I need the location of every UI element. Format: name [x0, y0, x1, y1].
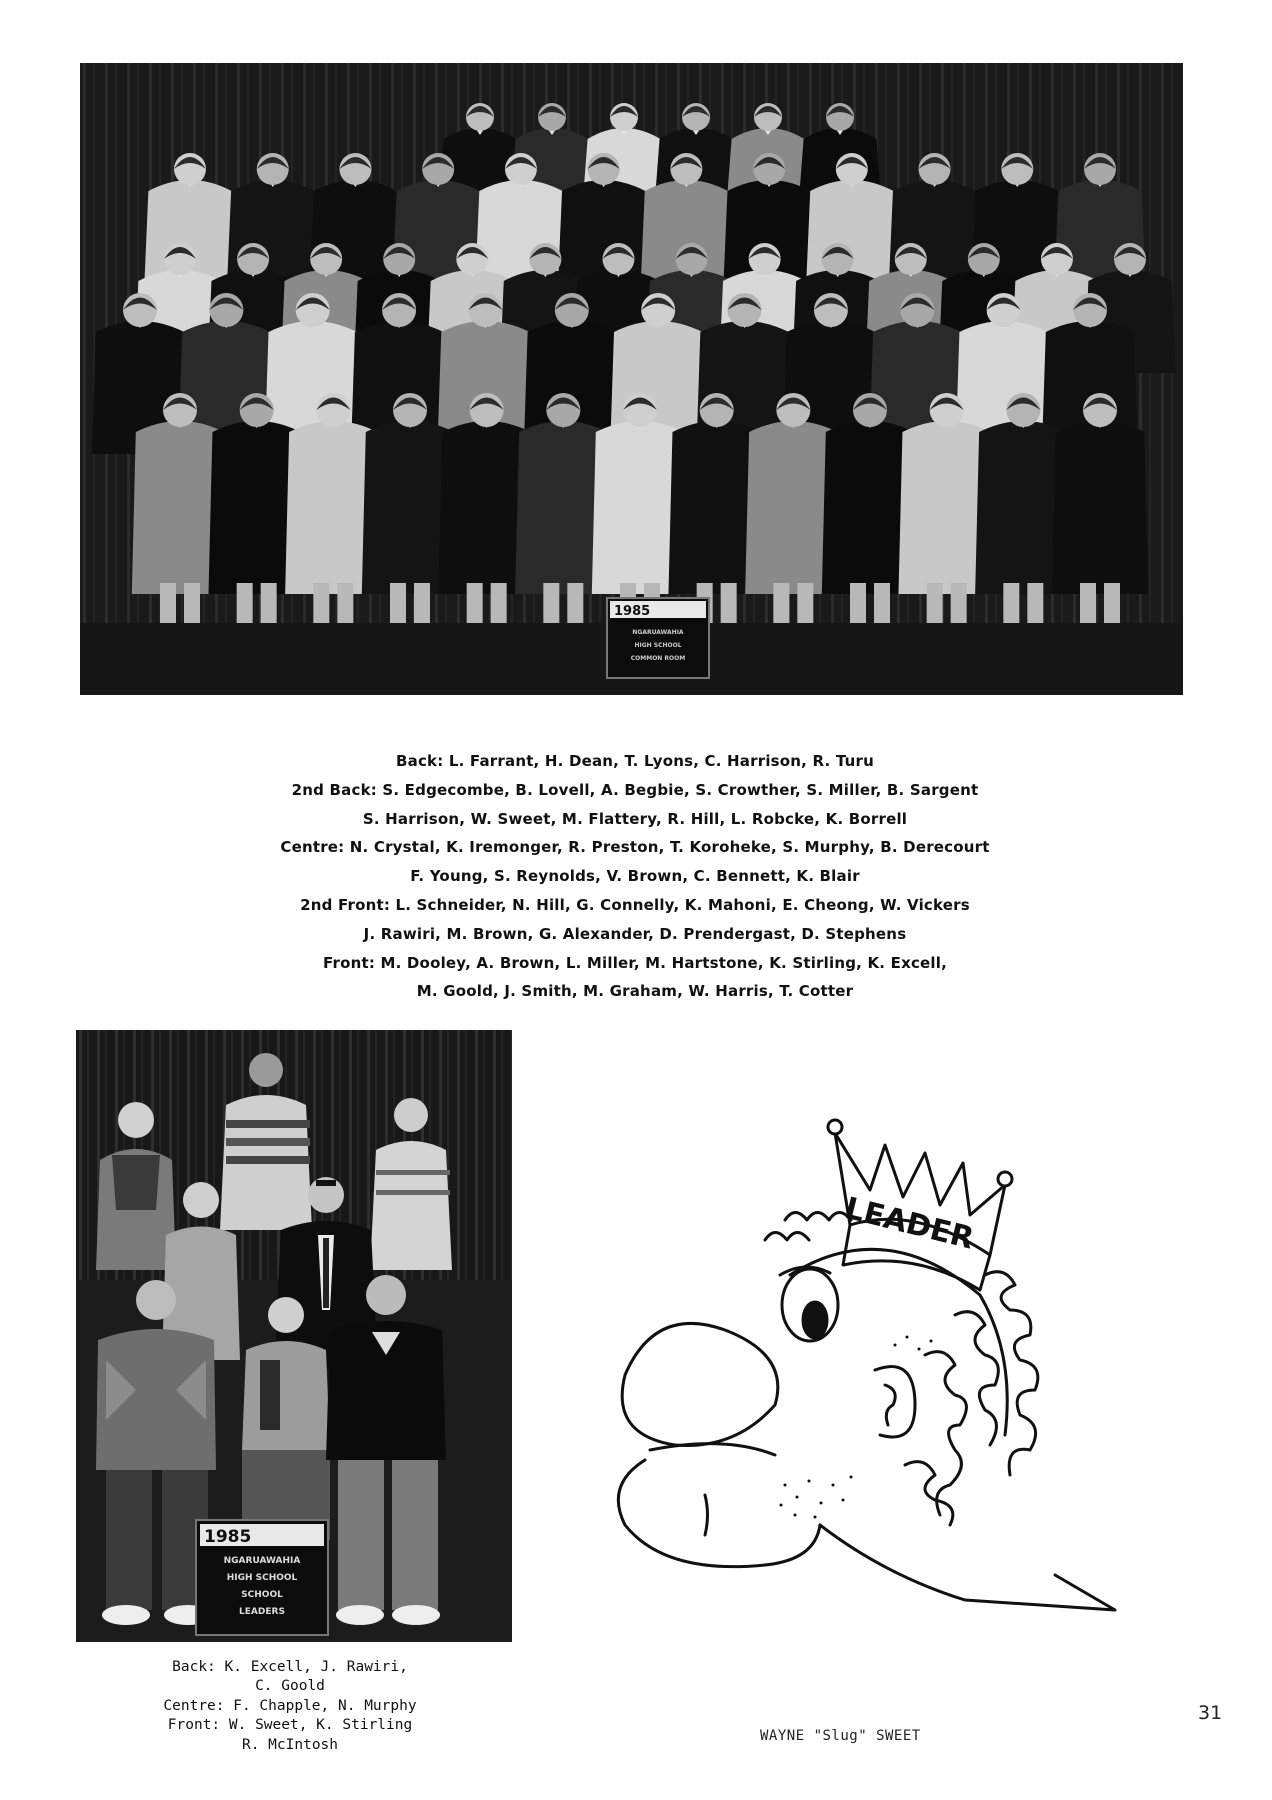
- leaders-caption-line: R. McIntosh: [241, 1736, 339, 1753]
- group-caption-line: Back: L. Farrant, H. Dean, T. Lyons, C. Harrison, R. Turu: [395, 752, 874, 770]
- group-sign-line-1: NGARUAWAHIA: [632, 629, 684, 636]
- leaders-caption-line: Centre: F. Chapple, N. Murphy: [163, 1697, 417, 1714]
- leaders-photo: [76, 1030, 512, 1642]
- leaders-caption-line: C. Goold: [255, 1678, 325, 1695]
- group-caption-line: 2nd Front: L. Schneider, N. Hill, G. Connelly, K. Mahoni, E. Cheong, W. Vickers: [300, 895, 970, 914]
- leaders-photo-sign: [196, 1520, 328, 1635]
- page-number: 31: [1198, 1702, 1223, 1724]
- leaders-caption-line: Front: W. Sweet, K. Stirling: [167, 1717, 413, 1734]
- person-body: [806, 180, 897, 283]
- group-photo-image: [80, 63, 1183, 695]
- person-body: [1052, 421, 1148, 594]
- group-sign-year: 1985: [614, 604, 651, 619]
- group-sign-line-2: HIGH SCHOOL: [634, 642, 682, 649]
- leaders-photo-image: [76, 1030, 512, 1642]
- leaders-sign-line-4: LEADERS: [239, 1607, 285, 1617]
- cartoon-caption: WAYNE "Slug" SWEET: [760, 1728, 921, 1744]
- group-caption-line: Centre: N. Crystal, K. Iremonger, R. Preston, T. Koroheke, S. Murphy, B. Derecourt: [280, 838, 990, 857]
- leaders-sign-line-1: NGARUAWAHIA: [223, 1556, 301, 1566]
- group-caption-line: Front: M. Dooley, A. Brown, L. Miller, M. Hartstone, K. Stirling, K. Excell,: [323, 953, 947, 972]
- leader-cartoon-drawing: [585, 1105, 1180, 1655]
- group-people: [92, 103, 1176, 643]
- group-caption-line: S. Harrison, W. Sweet, M. Flattery, R. Hill, L. Robcke, K. Borrell: [362, 809, 908, 828]
- leaders-sign-line-3: SCHOOL: [241, 1590, 283, 1600]
- crown-text: LEADER: [841, 1190, 978, 1257]
- person-body: [558, 180, 649, 283]
- group-caption-line: M. Goold, J. Smith, M. Graham, W. Harris, T. Cotter: [416, 982, 854, 1001]
- leaders-sign-line-2: HIGH SCHOOL: [226, 1573, 298, 1583]
- group-photo-sign: [607, 598, 709, 678]
- group-photo: [80, 63, 1183, 695]
- leaders-caption: [110, 1658, 470, 1755]
- group-caption: [200, 747, 1070, 1006]
- group-caption-line: 2nd Back: S. Edgecombe, B. Lovell, A. Begbie, S. Crowther, S. Miller, B. Sargent: [291, 780, 979, 799]
- leader-cartoon: [585, 1105, 1180, 1655]
- leaders-sign-year: 1985: [204, 1527, 252, 1547]
- group-caption-line: F. Young, S. Reynolds, V. Brown, C. Bennett, K. Blair: [410, 867, 860, 886]
- group-caption-line: J. Rawiri, M. Brown, G. Alexander, D. Prendergast, D. Stephens: [363, 924, 907, 943]
- leaders-caption-line: Back: K. Excell, J. Rawiri,: [172, 1659, 408, 1675]
- group-sign-line-3: COMMON ROOM: [630, 655, 686, 662]
